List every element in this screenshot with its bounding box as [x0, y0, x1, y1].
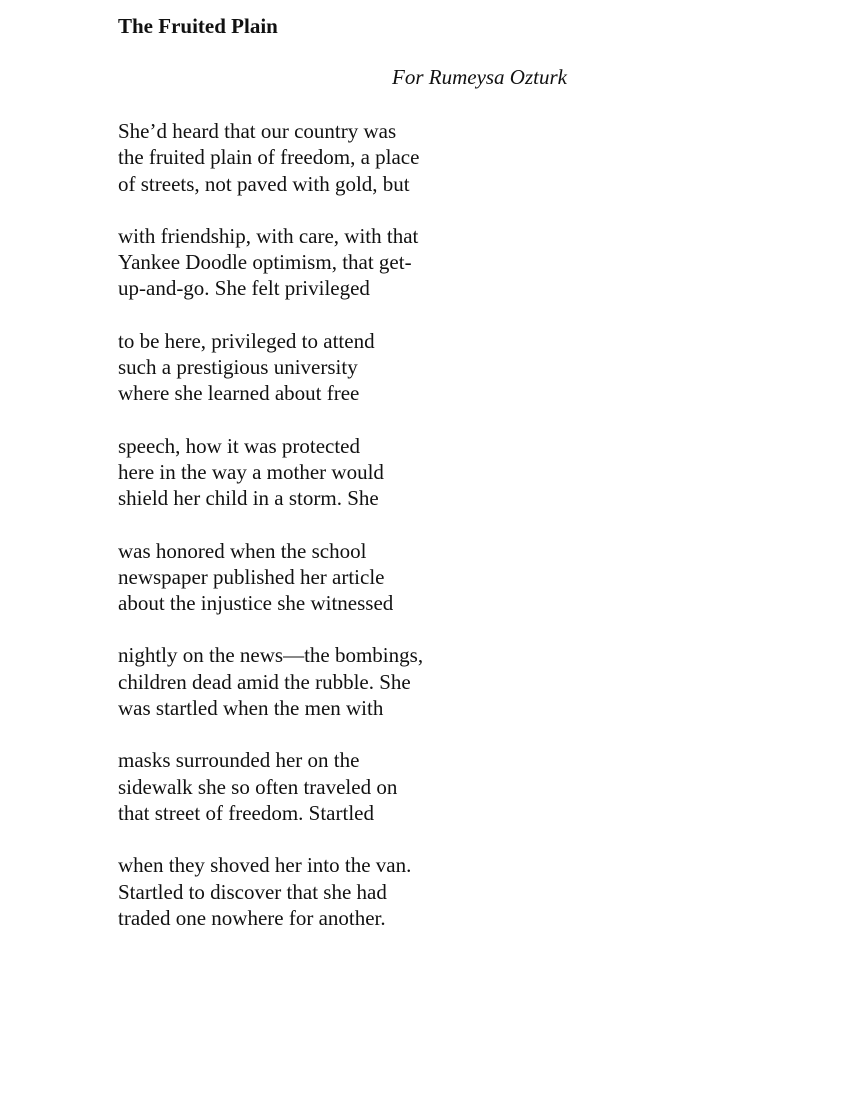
- stanza: [118, 433, 718, 512]
- poem-line: speech, how it was protected: [118, 433, 361, 458]
- poem-line: up-and-go. She felt privileged: [118, 276, 370, 301]
- stanza: [118, 538, 718, 617]
- poem-line: nightly on the news—the bombings,: [118, 643, 424, 668]
- poem-line: was honored when the school: [118, 538, 367, 563]
- poem-line: traded one nowhere for another.: [118, 905, 386, 930]
- poem-line: sidewalk she so often traveled on: [118, 774, 398, 799]
- poem-line: masks surrounded her on the: [118, 748, 360, 773]
- poem-line: here in the way a mother would: [118, 459, 384, 484]
- stanza: [118, 223, 718, 302]
- poem-line: such a prestigious university: [118, 355, 358, 380]
- poem-line: shield her child in a storm. She: [118, 486, 379, 511]
- poem-line: children dead amid the rubble. She: [118, 669, 411, 694]
- poem-line: Startled to discover that she had: [118, 879, 387, 904]
- poem-line: Yankee Doodle optimism, that get-: [118, 250, 412, 275]
- poem-line: She’d heard that our country was: [118, 119, 397, 143]
- poem-dedication: For Rumeysa Ozturk: [392, 65, 567, 89]
- poem-line: of streets, not paved with gold, but: [118, 171, 410, 196]
- stanza: [118, 852, 718, 931]
- poem-body: [118, 118, 718, 957]
- poem-line: that street of freedom. Startled: [118, 800, 374, 825]
- stanza: [118, 642, 718, 721]
- stanza: [118, 118, 718, 197]
- poem-line: to be here, privileged to attend: [118, 328, 375, 353]
- poem-line: when they shoved her into the van.: [118, 853, 412, 878]
- poem-line: with friendship, with care, with that: [118, 223, 419, 248]
- stanza: [118, 747, 718, 826]
- poem-line: was startled when the men with: [118, 696, 384, 721]
- poem-line: the fruited plain of freedom, a place: [118, 145, 420, 170]
- poem-line: where she learned about free: [118, 381, 360, 406]
- poem-line: about the injustice she witnessed: [118, 591, 394, 616]
- poem-title: The Fruited Plain: [118, 14, 278, 38]
- stanza: [118, 328, 718, 407]
- poem-line: newspaper published her article: [118, 564, 385, 589]
